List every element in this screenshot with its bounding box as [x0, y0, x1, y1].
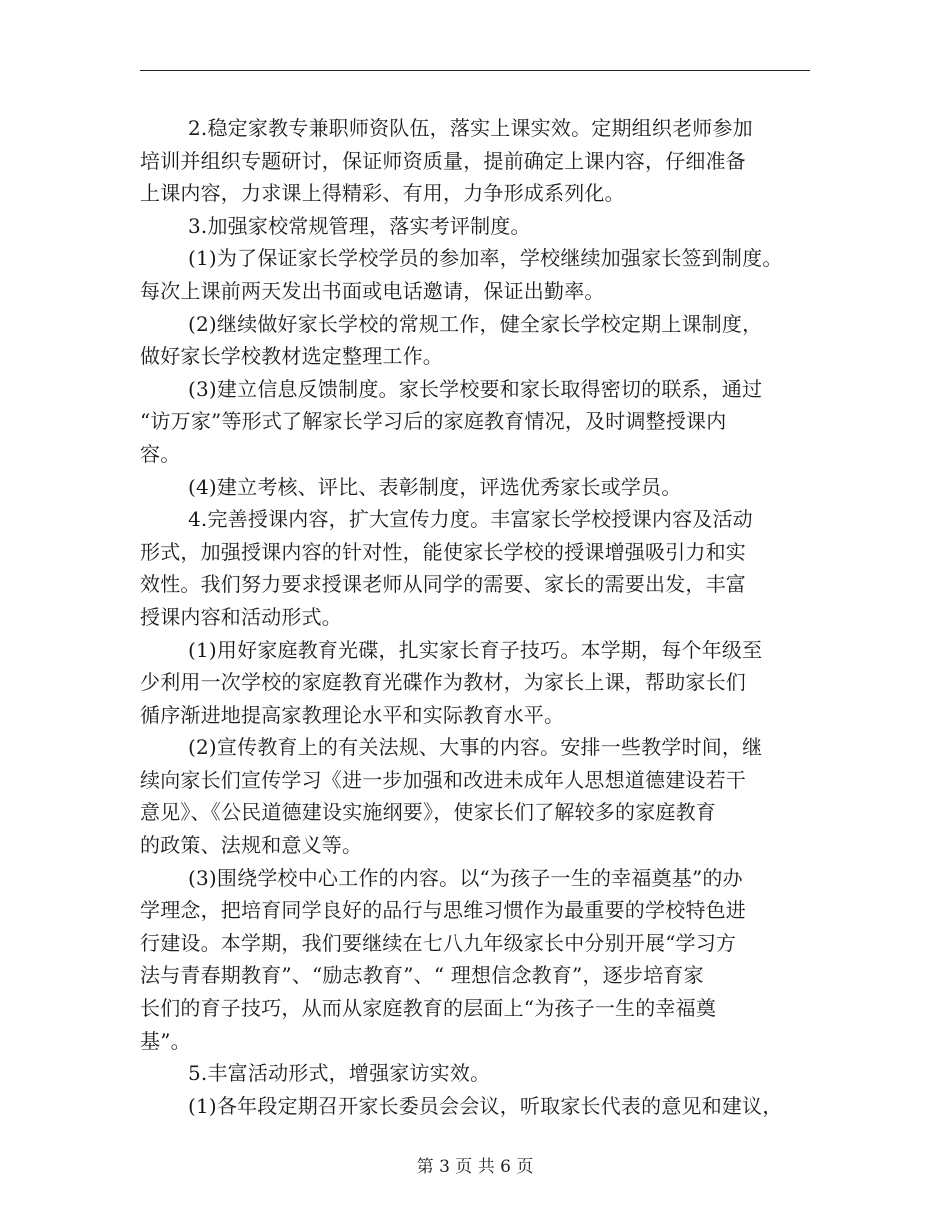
- text-line: (1)各年段定期召开家长委员会会议，听取家长代表的意见和建议，: [188, 1093, 783, 1118]
- text-line: 少利用一次学校的家庭教育光碟作为教材，为家长上课，帮助家长们: [140, 670, 746, 695]
- text-line: 容。: [140, 441, 181, 466]
- text-line: (4)建立考核、评比、表彰制度，评选优秀家长或学员。: [188, 474, 682, 499]
- text-line: 基”。: [140, 1028, 191, 1053]
- text-line: 学理念，把培育同学良好的品行与思维习惯作为最重要的学校特色进: [140, 898, 746, 923]
- text-line: 形式，加强授课内容的针对性，能使家长学校的授课增强吸引力和实: [140, 539, 746, 564]
- text-line: 培训并组织专题研讨，保证师资质量，提前确定上课内容，仔细准备: [140, 148, 746, 173]
- header-rule: [140, 70, 810, 71]
- text-line: (2)宣传教育上的有关法规、大事的内容。安排一些教学时间，继: [188, 735, 763, 760]
- text-line: “访万家”等形式了解家长学习后的家庭教育情况，及时调整授课内: [140, 409, 727, 434]
- text-line: 的政策、法规和意义等。: [140, 833, 363, 858]
- text-line: 法与青春期教育”、“励志教育”、“ 理想信念教育”，逐步培育家: [140, 963, 704, 988]
- document-body: [140, 112, 830, 1122]
- text-line: (3)围绕学校中心工作的内容。以“为孩子一生的幸福奠基”的办: [188, 865, 743, 890]
- text-line: 授课内容和活动形式。: [140, 604, 342, 629]
- text-line: (2)继续做好家长学校的常规工作，健全家长学校定期上课制度，: [188, 311, 763, 336]
- text-line: 每次上课前两天发出书面或电话邀请，保证出勤率。: [140, 278, 605, 303]
- text-line: 意见》、《公民道德建设实施纲要》，使家长们了解较多的家庭教育: [140, 800, 716, 825]
- text-line: 2.稳定家教专兼职师资队伍，落实上课实效。定期组织老师参加: [188, 116, 753, 140]
- text-line: (1)为了保证家长学校学员的参加率，学校继续加强家长签到制度。: [188, 246, 783, 271]
- text-line: 做好家长学校教材选定整理工作。: [140, 344, 443, 369]
- text-line: 循序渐进地提高家教理论水平和实际教育水平。: [140, 702, 565, 727]
- text-line: 长们的育子技巧，从而从家庭教育的层面上“为孩子一生的幸福奠: [140, 996, 717, 1021]
- text-line: 上课内容，力求课上得精彩、有用，力争形成系列化。: [140, 181, 625, 206]
- text-line: 4.完善授课内容，扩大宣传力度。丰富家长学校授课内容及活动: [188, 507, 753, 532]
- text-line: 续向家长们宣传学习《进一步加强和改进未成年人思想道德建设若干: [140, 767, 746, 792]
- page-number: 第 3 页 共 6 页: [416, 1157, 534, 1177]
- text-line: 3.加强家校常规管理，落实考评制度。: [188, 213, 531, 238]
- text-line: (3)建立信息反馈制度。家长学校要和家长取得密切的联系，通过: [188, 376, 763, 401]
- text-line: 行建设。本学期，我们要继续在七八九年级家长中分别开展“学习方: [140, 930, 737, 955]
- text-line: 效性。我们努力要求授课老师从同学的需要、家长的需要出发，丰富: [140, 572, 746, 597]
- text-line: (1)用好家庭教育光碟，扎实家长育子技巧。本学期，每个年级至: [188, 637, 763, 662]
- text-line: 5.丰富活动形式，增强家访实效。: [188, 1061, 491, 1086]
